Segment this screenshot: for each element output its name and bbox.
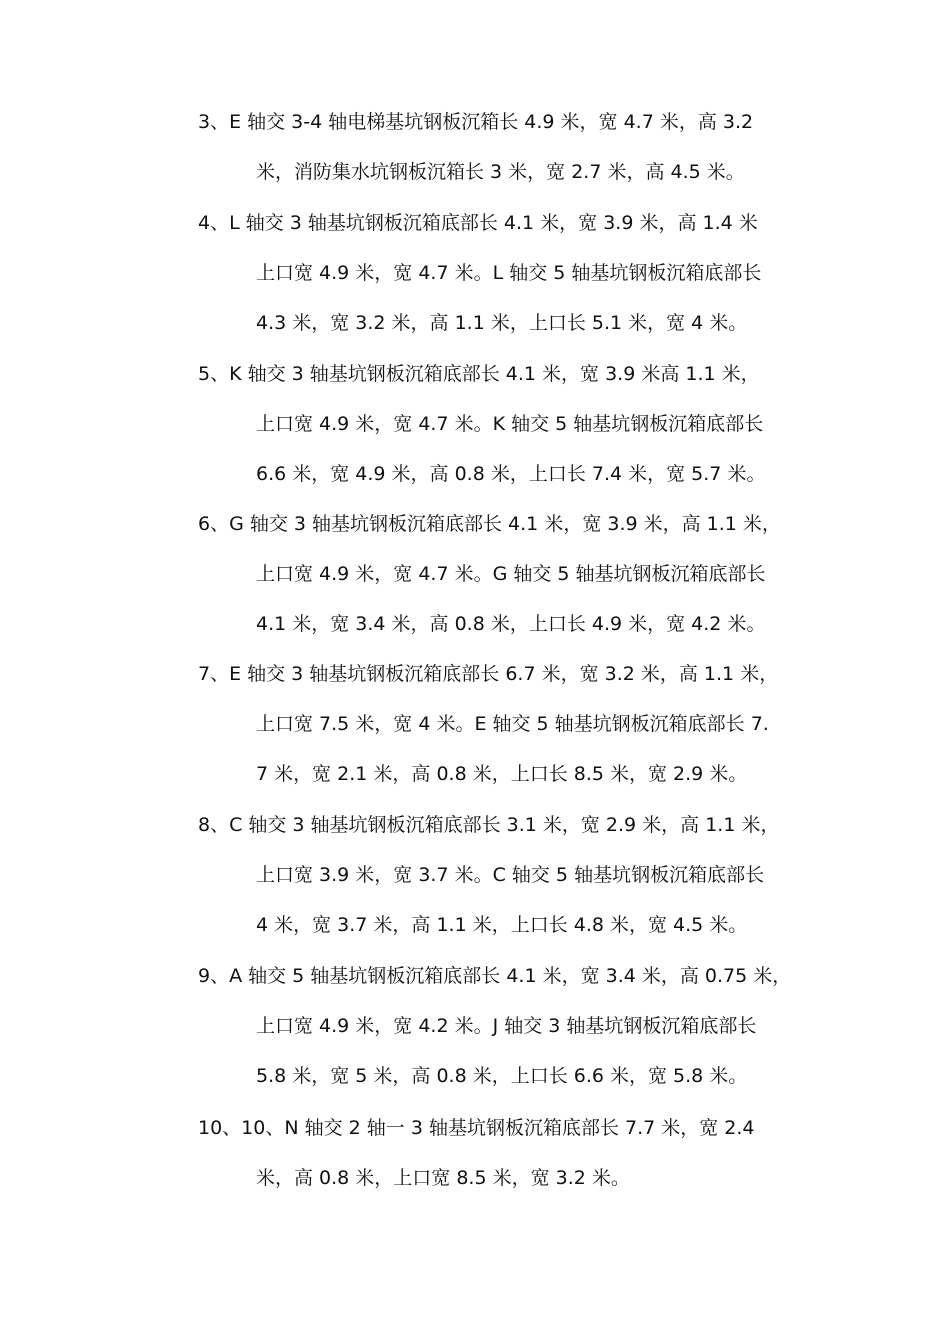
list-item-3 [198, 97, 838, 197]
list-item-5 [198, 349, 838, 499]
item-line: 10、10、N 轴交 2 轴一 3 轴基坑钢板沉箱底部长 7.7 米，宽 2.4 [198, 1117, 755, 1139]
item-line: 7 米，宽 2.1 米，高 0.8 米，上口长 8.5 米，宽 2.9 米。 [256, 763, 748, 785]
item-line: 4、L 轴交 3 轴基坑钢板沉箱底部长 4.1 米，宽 3.9 米，高 1.4 米 [198, 212, 758, 234]
item-line: 米，消防集水坑钢板沉箱长 3 米，宽 2.7 米，高 4.5 米。 [256, 161, 745, 183]
list-item-7 [198, 649, 838, 799]
item-line: 上口宽 3.9 米，宽 3.7 米。C 轴交 5 轴基坑钢板沉箱底部长 [256, 864, 765, 886]
item-line: 9、A 轴交 5 轴基坑钢板沉箱底部长 4.1 米，宽 3.4 米，高 0.75 米， [198, 965, 792, 987]
item-line: 4.1 米，宽 3.4 米，高 0.8 米，上口长 4.9 米，宽 4.2 米。 [256, 613, 766, 635]
item-line: 5.8 米，宽 5 米，高 0.8 米，上口长 6.6 米，宽 5.8 米。 [256, 1065, 748, 1087]
item-line: 6.6 米，宽 4.9 米，高 0.8 米，上口长 7.4 米，宽 5.7 米。 [256, 463, 766, 485]
item-line: 6、G 轴交 3 轴基坑钢板沉箱底部长 4.1 米，宽 3.9 米，高 1.1 米， [198, 513, 781, 535]
list-item-9 [198, 951, 838, 1101]
item-line: 上口宽 4.9 米，宽 4.7 米。G 轴交 5 轴基坑钢板沉箱底部长 [256, 563, 766, 585]
item-line: 4.3 米，宽 3.2 米，高 1.1 米，上口长 5.1 米，宽 4 米。 [256, 312, 748, 334]
item-line: 3、E 轴交 3-4 轴电梯基坑钢板沉箱长 4.9 米，宽 4.7 米，高 3.2 [198, 111, 754, 133]
item-line: 7、E 轴交 3 轴基坑钢板沉箱底部长 6.7 米，宽 3.2 米，高 1.1 米， [198, 663, 779, 685]
list-item-6 [198, 499, 838, 649]
list-item-4 [198, 198, 838, 348]
list-item-10 [198, 1103, 838, 1203]
item-line: 5、K 轴交 3 轴基坑钢板沉箱底部长 4.1 米，宽 3.9 米高 1.1 米， [198, 363, 760, 385]
item-line: 上口宽 4.9 米，宽 4.7 米。L 轴交 5 轴基坑钢板沉箱底部长 [256, 262, 762, 284]
item-line: 上口宽 7.5 米，宽 4 米。E 轴交 5 轴基坑钢板沉箱底部长 7. [256, 713, 769, 735]
item-line: 8、C 轴交 3 轴基坑钢板沉箱底部长 3.1 米，宽 2.9 米，高 1.1 米， [198, 814, 780, 836]
list-item-8 [198, 800, 838, 950]
item-line: 上口宽 4.9 米，宽 4.2 米。J 轴交 3 轴基坑钢板沉箱底部长 [256, 1015, 757, 1037]
item-line: 米，高 0.8 米，上口宽 8.5 米，宽 3.2 米。 [256, 1167, 630, 1189]
item-line: 上口宽 4.9 米，宽 4.7 米。K 轴交 5 轴基坑钢板沉箱底部长 [256, 413, 764, 435]
item-line: 4 米，宽 3.7 米，高 1.1 米，上口长 4.8 米，宽 4.5 米。 [256, 914, 748, 936]
